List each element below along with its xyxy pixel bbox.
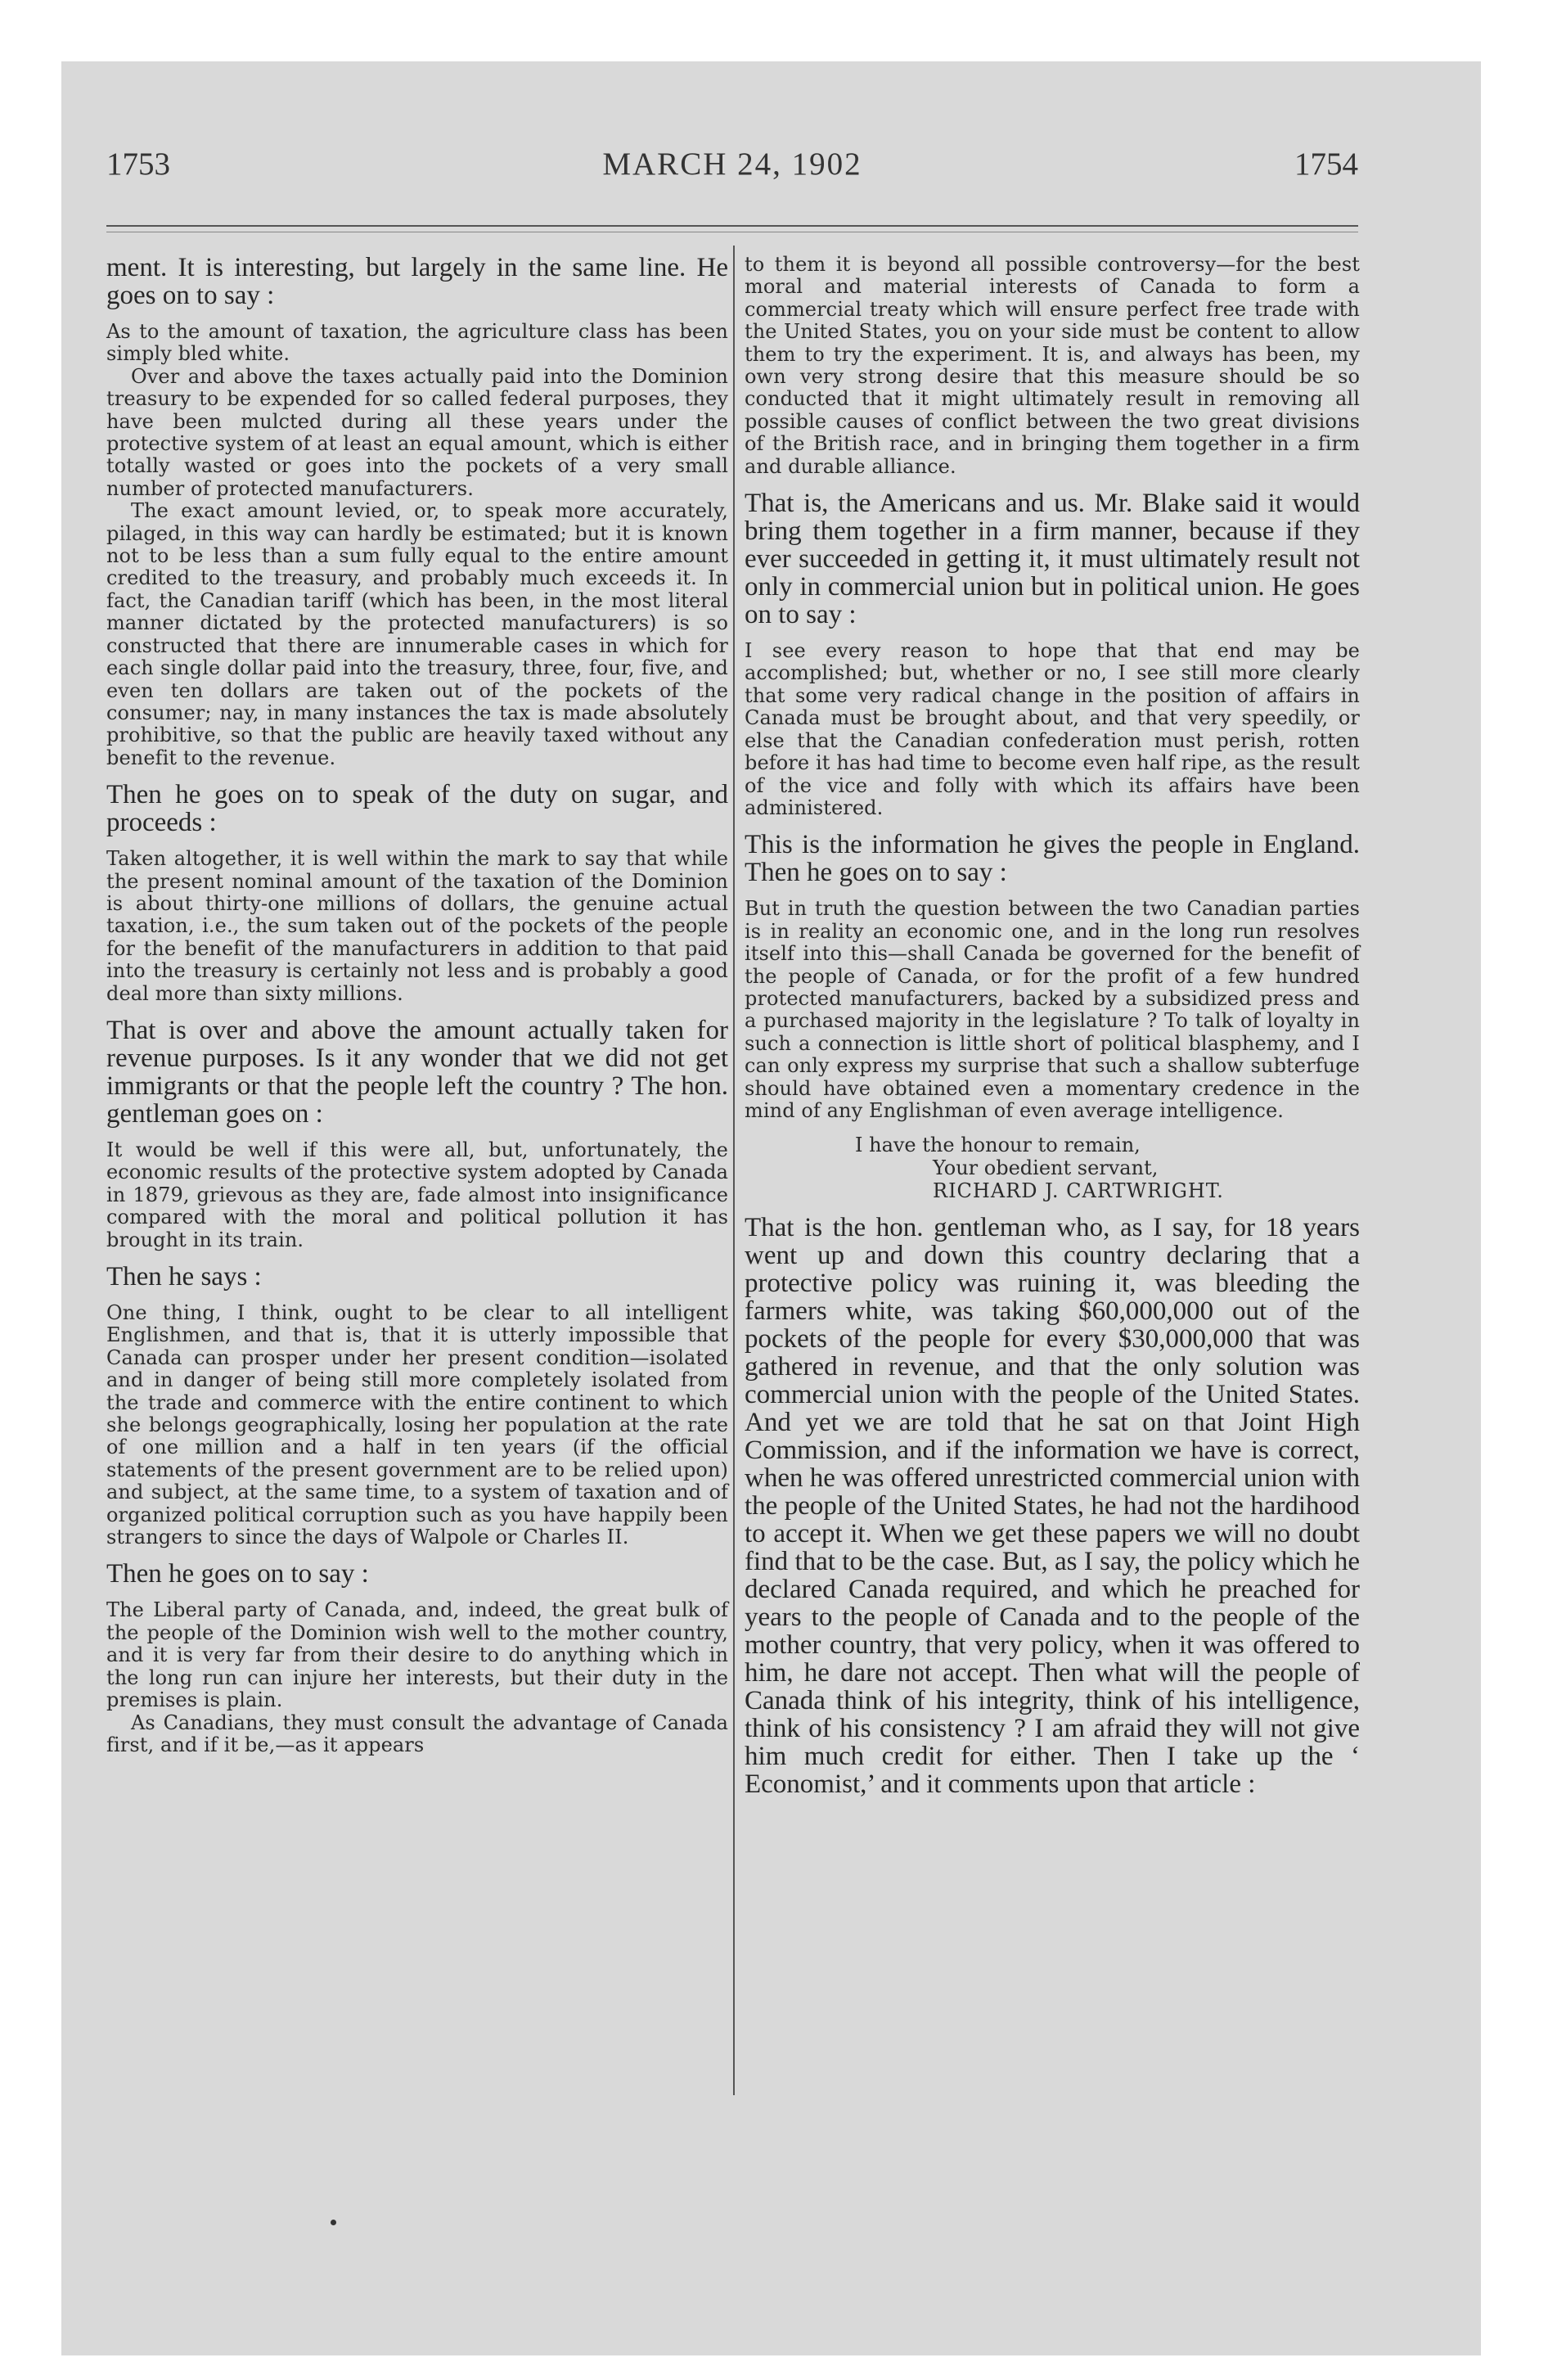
speech-paragraph: That is, the Americans and us. Mr. Blake said it would bring them together in a firm manner, because if they ever succeeded in getting it, it must ultimately result not only in commercial union but in political union. He goes on to say :	[745, 489, 1360, 630]
quoted-letter-excerpt	[106, 1599, 728, 1756]
quoted-letter-excerpt	[745, 898, 1360, 1122]
speech-paragraph: That is the hon. gentleman who, as I say, for 18 years went up and down this country declaring that a protective policy was ruining it, was bleeding the farmers white, was taking $60,000,000 out of the pockets of the people for every $30,000,000 that was gathered in revenue, and that the only solution was commercial union with the people of the United States. And yet we are told that he sat on that Joint High Commission, and if the information we have is correct, when he was offered unrestricted commercial union with the people of the United States, he had not the hardihood to accept it. When we get these papers we will no doubt find that to be the case. But, as I say, the policy which he declared Canada required, and which he preached for years to the people of Canada and to the people of the mother country, that very policy, when it was offered to him, he dare not accept. Then what will the people of Canada think of his integrity, think of his intelligence, think of his consistency ? I am afraid they will not give him much credit for either. Then I take up the ‘ Economist,’ and it comments upon that article :	[745, 1213, 1360, 1800]
speech-paragraph: Then he says :	[106, 1262, 262, 1291]
quote-paragraph: The Liberal party of Canada, and, indeed, the great bulk of the people of the Dominion wish well to the mother country, and it is very far from their desire to do anything which in the long run can injure her interests, but their duty in the premises is plain.	[106, 1598, 728, 1712]
signature-line: I have the honour to remain,	[855, 1134, 1141, 1157]
speech-paragraph: Then he goes on to say :	[106, 1559, 369, 1589]
column-divider	[733, 246, 735, 2095]
speech-paragraph: Then he goes on to speak of the duty on sugar, and proceeds :	[106, 780, 728, 838]
quoted-letter-excerpt	[745, 640, 1360, 819]
speech-paragraph: That is over and above the amount actually taken for revenue purposes. Is it any wonder that we did not get immigrants or that the people left the country ? The hon. gentleman goes on :	[106, 1015, 728, 1129]
signature-line: Your obedient servant,	[933, 1156, 1159, 1180]
speech-paragraph: This is the information he gives the people in England. Then he goes on to say :	[745, 830, 1360, 888]
quote-paragraph: One thing, I think, ought to be clear to all intelligent Englishmen, and that is, that it is utterly impossible that Canada can prosper under her present condition—isolated and in danger of being still more completely isolated from the trade and commerce with the entire continent to which she belongs geographically, losing her population at the rate of one million and a half in ten years (if the official statements of the present government are to be relied upon) and subject, at the same time, to a system of taxation and of organized political corruption such as you have happily been strangers to since the days of Walpole or Charles II.	[106, 1301, 728, 1549]
right-column	[745, 254, 1360, 1810]
page-date: MARCH 24, 1902	[602, 146, 862, 182]
page-number-right: 1754	[1294, 146, 1358, 182]
left-column	[106, 254, 728, 1768]
quoted-letter-excerpt	[106, 848, 728, 1005]
page-number-left: 1753	[106, 146, 170, 182]
quote-paragraph: But in truth the question between the two Canadian parties is in reality an economic one, and in the long run resolves itself into this—shall Canada be governed for the benefit of the people of Canada, or for the profit of a few hundred protected manufacturers, backed by a subsidized press and a purchased majority in the legislature ? To talk of loyalty in such a connection is little short of political blasphemy, and I can only express my surprise that such a shallow subterfuge should have obtained even a momentary credence in the mind of any Englishman of even average intelligence.	[745, 897, 1360, 1122]
quoted-letter-excerpt	[106, 1302, 728, 1548]
letter-signature	[745, 1134, 1360, 1202]
quoted-letter-excerpt	[106, 321, 728, 769]
header-rule	[106, 225, 1358, 227]
quote-paragraph: to them it is beyond all possible controversy—for the best moral and material interests of Canada to form a commercial treaty which will ensure perfect free trade with the United States, you on your side must be content to allow them to try the experiment. It is, and always has been, my own very strong desire that this measure should be so conducted that it might ultimately result in removing all possible causes of conflict between the two great divisions of the British race, and in bringing them together in a firm and durable alliance.	[745, 253, 1360, 478]
quote-paragraph: The exact amount levied, or, to speak more accurately, pilaged, in this way can hardly be estimated; but it is known not to be less than a sum fully equal to the entire amount credited to the treasury, and probably much exceeds it. In fact, the Canadian tariff (which has been, in the most literal manner dictated by the protected manufacturers) is so constructed that there are innumerable cases in which for each single dollar paid into the treasury, three, four, five, and even ten dollars are taken out of the pockets of the consumer; nay, in many instances the tax is made absolutely prohibitive, so that the public are heavily taxed without any benefit to the revenue.	[106, 499, 728, 769]
signature-line: RICHARD J. CARTWRIGHT.	[933, 1179, 1224, 1203]
quoted-letter-excerpt	[106, 1139, 728, 1251]
quote-paragraph: As Canadians, they must consult the advantage of Canada first, and if it be,—as it appears	[106, 1711, 728, 1756]
quote-paragraph: Over and above the taxes actually paid into the Dominion treasury to be expended for so called federal purposes, they have been mulcted during all these years under the protective system of at least an equal amount, which is either totally wasted or goes into the pockets of a very small number of protected manufacturers.	[106, 364, 728, 500]
speech-paragraph: ment. It is interesting, but largely in the same line. He goes on to say :	[106, 253, 728, 310]
quote-paragraph: It would be well if this were all, but, unfortunately, the economic results of the protective system adopted by Canada in 1879, grievous as they are, fade almost into insignificance compared with the moral and political pollution it has brought in its train.	[106, 1138, 728, 1251]
quote-paragraph: As to the amount of taxation, the agriculture class has been simply bled white.	[106, 320, 728, 366]
quoted-letter-excerpt	[745, 254, 1360, 478]
ink-speck	[331, 2220, 336, 2225]
quote-paragraph: Taken altogether, it is well within the mark to say that while the present nominal amount of the taxation of the Dominion is about thirty-one millions of dollars, the genuine actual taxation, i.e., the sum taken out of the pockets of the people for the benefit of the manufacturers in addition to that paid into the treasury is certainly not less and is probably a good deal more than sixty millions.	[106, 847, 728, 1005]
page-header	[106, 146, 1358, 195]
quote-paragraph: I see every reason to hope that that end may be accomplished; but, whether or no, I see still more clearly that some very radical change in the position of affairs in Canada must be brought about, and that very speedily, or else that the Canadian confederation must perish, rotten before it has had time to become even half ripe, as the result of the vice and folly with which its affairs have been administered.	[745, 639, 1360, 819]
